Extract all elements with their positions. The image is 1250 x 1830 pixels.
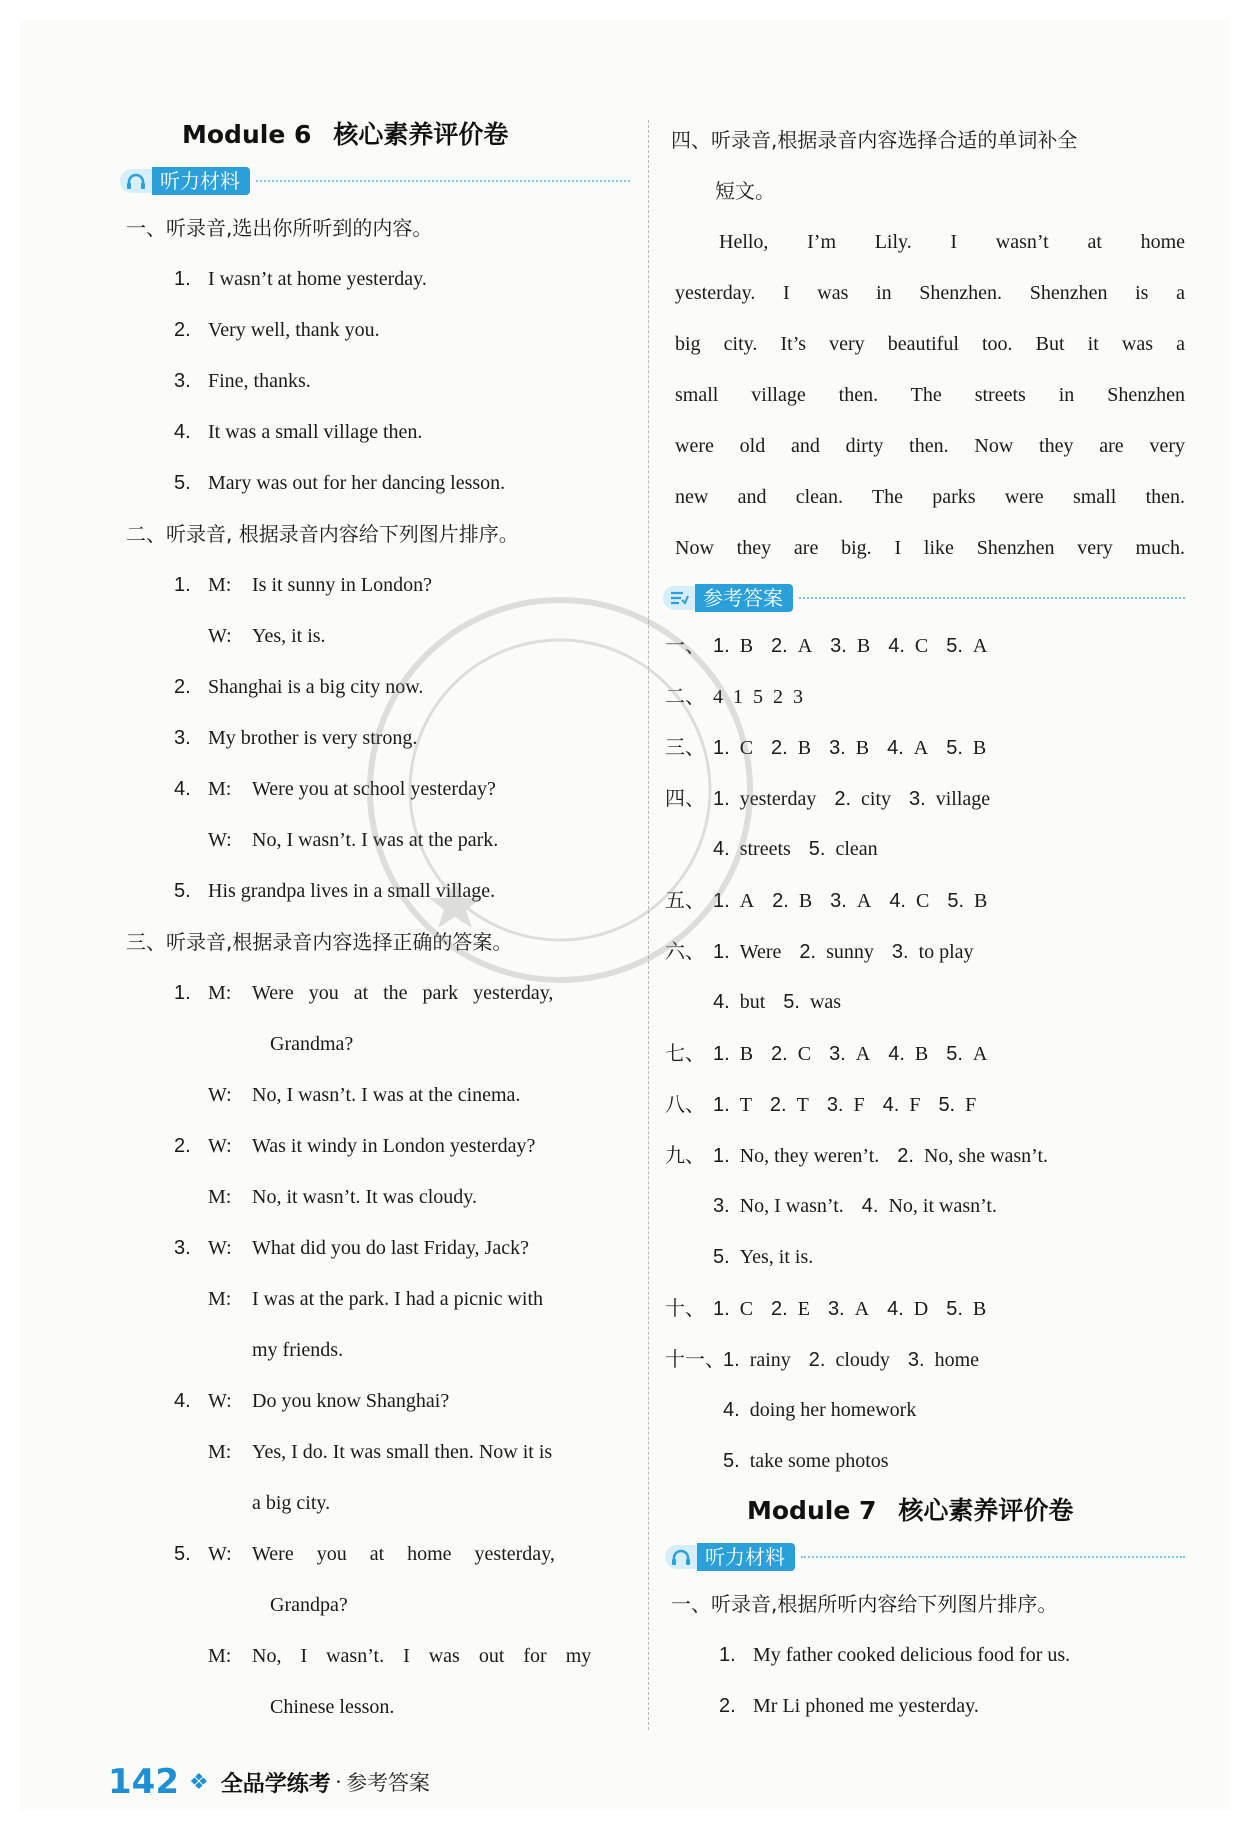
list-item-continuation: my friends. — [252, 1339, 344, 1361]
list-item: 1. M: Were you at the park yesterday, — [174, 982, 554, 1004]
answer-item: 4. B — [888, 1043, 929, 1065]
list-item: 2. Mr Li phoned me yesterday. — [719, 1695, 979, 1717]
module-6-title: Module 6 核心素养评价卷 — [182, 120, 509, 149]
list-item: W: No, I wasn’t. I was at the park. — [208, 829, 499, 851]
answer-item: 3. No, I wasn’t. — [713, 1195, 844, 1217]
answer-item: 3. B — [829, 737, 870, 759]
answer-item: 4. C — [889, 890, 930, 912]
listening-material-tag: 听力材料 — [120, 163, 630, 199]
answer-item: 5. Yes, it is. — [713, 1246, 814, 1268]
page-number: 142 — [108, 1762, 179, 1802]
module-7-title: Module 7 核心素养评价卷 — [747, 1496, 1074, 1525]
answer-item: 4. D — [887, 1298, 929, 1320]
answer-item: 1. A — [713, 890, 755, 912]
answer-item: 3. to play — [891, 941, 974, 963]
list-item: 2. W: Was it windy in London yesterday? — [174, 1135, 536, 1157]
list-item: 5. His grandpa lives in a small village. — [174, 880, 496, 902]
answer-row — [665, 1283, 1185, 1334]
question-1-heading: 一、听录音,选出你所听到的内容。 — [126, 216, 433, 240]
answer-item: 3. F — [826, 1094, 865, 1116]
list-item-continuation: a big city. — [252, 1492, 331, 1514]
book-name: 全品学练考 — [220, 1771, 331, 1797]
answer-item: 3. B — [830, 635, 871, 657]
answer-item: 5. take some photos — [723, 1450, 889, 1472]
headphones-icon — [665, 1545, 697, 1569]
answer-row — [665, 722, 1185, 773]
answer-item: 5. B — [946, 1298, 987, 1320]
answer-item: 4. streets — [713, 838, 791, 860]
answer-item: 4. but — [713, 991, 766, 1013]
answer-row — [665, 1079, 1185, 1130]
answer-item: 2. B — [772, 890, 813, 912]
answer-item: 5. B — [947, 890, 988, 912]
answer-row — [665, 671, 1185, 722]
answer-section-label: 四、 — [665, 786, 705, 810]
answer-section-label: 一、 — [665, 633, 705, 657]
answer-item: 4. No, it wasn’t. — [861, 1195, 997, 1217]
answer-section-label: 五、 — [665, 888, 705, 912]
question-2-heading: 二、听录音, 根据录音内容给下列图片排序。 — [126, 522, 519, 546]
answer-item: 2. E — [771, 1298, 810, 1320]
answer-item: 1. B — [713, 1043, 754, 1065]
answer-section-label: 六、 — [665, 939, 705, 963]
passage: Hello, I’m Lily. I wasn’t at home yesterday. I was in Shenzhen. Shenzhen is a big city. It’s very beautiful too. But it was a small village then. The streets in Shenzhen were old and dirty then. Now they are very new and clean. The parks were small then. Now they are big. I like Shenzhen very much. — [675, 231, 1185, 559]
answer-item: 1. Were — [713, 941, 782, 963]
diamond-icon: ❖ — [188, 1769, 209, 1794]
answer-row — [665, 1130, 1185, 1181]
answer-section-label: 九、 — [665, 1143, 705, 1167]
list-item-continuation: Chinese lesson. — [270, 1696, 395, 1718]
answer-item: 3. home — [907, 1349, 980, 1371]
answer-item: 5. F — [938, 1094, 977, 1116]
answer-section-label: 十、 — [665, 1296, 705, 1320]
dotted-rule — [799, 597, 1185, 599]
list-item: 1. M: Is it sunny in London? — [174, 574, 432, 596]
answer-row — [665, 1385, 1185, 1436]
list-item-continuation: Grandpa? — [270, 1594, 348, 1616]
question-4-heading-cont: 短文。 — [715, 179, 775, 203]
answer-item: 5. B — [946, 737, 987, 759]
list-item: M: Yes, I do. It was small then. Now it is — [208, 1441, 553, 1463]
answer-item: 4. F — [882, 1094, 921, 1116]
answer-item: 1. B — [713, 635, 754, 657]
list-item: 1. My father cooked delicious food for us. — [719, 1644, 1071, 1666]
answer-item: 2. sunny — [799, 941, 874, 963]
answer-row — [665, 977, 1185, 1028]
answer-row — [665, 1334, 1185, 1385]
list-item: 3. Fine, thanks. — [174, 370, 311, 392]
answer-item: 1. C — [713, 737, 754, 759]
list-item-continuation: Grandma? — [270, 1033, 354, 1055]
list-item: 5. Mary was out for her dancing lesson. — [174, 472, 506, 494]
answer-row — [665, 620, 1185, 671]
answer-row — [665, 1028, 1185, 1079]
answer-row — [665, 824, 1185, 875]
question-3-heading: 三、听录音,根据录音内容选择正确的答案。 — [126, 930, 513, 954]
answer-item: 3. A — [830, 890, 872, 912]
answer-item: 4. C — [888, 635, 929, 657]
answer-item: 3. A — [827, 1298, 870, 1320]
answer-row — [665, 1181, 1185, 1232]
answer-row — [665, 773, 1185, 824]
list-item: 4. W: Do you know Shanghai? — [174, 1390, 450, 1412]
answer-item: 1. C — [713, 1298, 754, 1320]
answer-row — [665, 926, 1185, 977]
answer-section-label: 八、 — [665, 1092, 705, 1116]
list-item: M: No, it wasn’t. It was cloudy. — [208, 1186, 477, 1208]
list-icon — [663, 586, 695, 610]
dotted-rule — [256, 180, 630, 182]
answer-item: 5. was — [783, 991, 842, 1013]
answer-item: 5. A — [946, 635, 988, 657]
list-item: 3. My brother is very strong. — [174, 727, 418, 749]
list-item: 5. W: Were you at home yesterday, — [174, 1543, 555, 1565]
listening-material-tag-m7: 听力材料 — [665, 1539, 1185, 1575]
answer-list — [665, 620, 1185, 1487]
answer-row — [665, 1436, 1185, 1487]
list-item: 2. Shanghai is a big city now. — [174, 676, 424, 698]
answer-item: 5. clean — [808, 838, 878, 860]
list-item: M: I was at the park. I had a picnic with — [208, 1288, 544, 1310]
right-column — [665, 115, 1185, 1732]
answer-item: 1. No, they weren’t. — [713, 1145, 880, 1167]
answer-sequence: 4 1 5 2 3 — [713, 686, 803, 708]
list-item: M: No, I wasn’t. I was out for my — [208, 1645, 592, 1667]
list-item: 2. Very well, thank you. — [174, 319, 380, 341]
list-item: W: Yes, it is. — [208, 625, 326, 647]
footer-separator: · — [334, 1769, 343, 1794]
answer-section-label: 七、 — [665, 1041, 705, 1065]
question-4-heading: 四、听录音,根据录音内容选择合适的单词补全 — [671, 128, 1078, 152]
list-item: 4. It was a small village then. — [174, 421, 423, 443]
list-item: 1. I wasn’t at home yesterday. — [174, 268, 427, 290]
answer-item: 2. C — [771, 1043, 812, 1065]
answer-section-label: 三、 — [665, 735, 705, 759]
answers-tag: 参考答案 — [663, 580, 1185, 616]
answer-row — [665, 875, 1185, 926]
answer-section-label: 十一、 — [665, 1347, 725, 1371]
list-item: W: No, I wasn’t. I was at the cinema. — [208, 1084, 521, 1106]
answer-page — [20, 20, 1230, 1810]
module-7-question-1-heading: 一、听录音,根据所听内容给下列图片排序。 — [671, 1592, 1058, 1616]
answer-item: 4. doing her homework — [723, 1399, 917, 1421]
answer-section-label: 二、 — [665, 684, 705, 708]
answer-item: 1. T — [713, 1094, 752, 1116]
answer-item: 3. village — [909, 788, 991, 810]
answer-item: 2. cloudy — [808, 1349, 890, 1371]
dotted-rule — [801, 1556, 1185, 1558]
answer-item: 2. city — [834, 788, 892, 810]
list-item: 4. M: Were you at school yesterday? — [174, 778, 496, 800]
answer-row — [665, 1232, 1185, 1283]
left-column — [126, 115, 630, 1733]
answer-item: 1. rainy — [723, 1349, 791, 1371]
footer-subtitle: 参考答案 — [346, 1771, 431, 1795]
answer-item: 5. A — [946, 1043, 988, 1065]
answer-item: 2. T — [769, 1094, 809, 1116]
page-footer — [108, 1762, 430, 1802]
list-item: 3. W: What did you do last Friday, Jack? — [174, 1237, 529, 1259]
answer-item: 2. No, she wasn’t. — [897, 1145, 1049, 1167]
answer-item: 4. A — [887, 737, 929, 759]
answer-item: 1. yesterday — [713, 788, 817, 810]
column-divider — [648, 120, 649, 1730]
headphones-icon — [120, 169, 152, 193]
answer-item: 2. B — [771, 737, 812, 759]
answer-item: 2. A — [771, 635, 813, 657]
answer-item: 3. A — [829, 1043, 871, 1065]
